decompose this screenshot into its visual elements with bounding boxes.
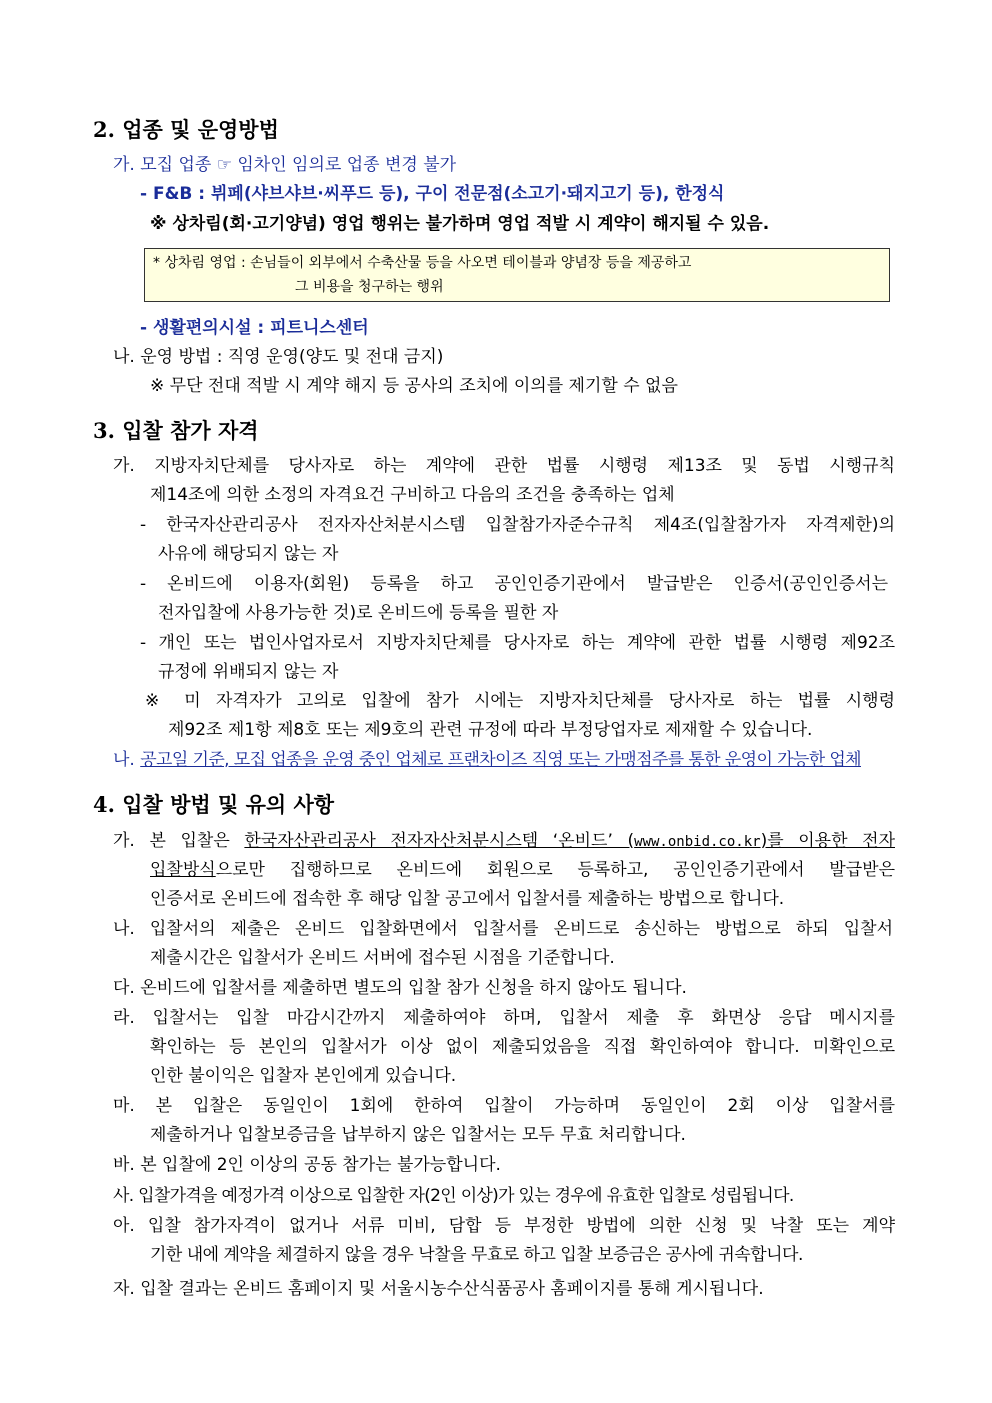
section4-ma-line1: 마. 본 입찰은 동일인이 1회에 한하여 입찰이 가능하며 동일인이 2회 이상 입찰서를 (113, 1096, 895, 1116)
section2-fnb: - F&B : 뷔페(샤브샤브·씨푸드 등), 구이 전문점(소고기·돼지고기 등), 한정식 (140, 184, 725, 204)
note-box-line2: 그 비용을 청구하는 행위 (295, 279, 444, 295)
section4-na-line1: 나. 입찰서의 제출은 온비드 입찰화면에서 입찰서를 온비드로 송신하는 방법으로 하되 입찰서 (113, 919, 893, 939)
section4-ga-line2-rest: 으로만 집행하므로 온비드에 회원으로 등록하고, 공인인증기관에서 발급받은 (215, 860, 895, 880)
section4-ba: 바. 본 입찰에 2인 이상의 공동 참가는 불가능합니다. (113, 1155, 501, 1175)
section4-ra-line2: 확인하는 등 본인의 입찰서가 이상 없이 제출되었음을 직접 확인하여야 합니다. 미확인으로 (150, 1037, 895, 1057)
section4-ga-line2 (150, 857, 895, 883)
section3-note-line2: 제92조 제1항 제8호 또는 제9호의 관련 규정에 따라 부정당업자로 제재할 수 있습니다. (168, 720, 813, 740)
section2-na: 나. 운영 방법 : 직영 운영(양도 및 전대 금지) (113, 347, 444, 367)
section4-aa-line2: 기한 내에 계약을 체결하지 않을 경우 낙찰을 무효로 하고 입찰 보증금은 공사에 귀속합니다. (150, 1245, 803, 1265)
section4-sa: 사. 입찰가격을 예정가격 이상으로 입찰한 자(2인 이상)가 있는 경우에 유효한 입찰로 성립됩니다. (113, 1186, 794, 1206)
section2-heading: 2. 업종 및 운영방법 (93, 117, 279, 142)
section3-na-text: 공고일 기준, 모집 업종을 운영 중인 업체로 프랜차이즈 직영 또는 가맹점주를 통한 운영이 가능한 업체 (140, 750, 861, 770)
section2-na-note: ※ 무단 전대 적발 시 계약 해지 등 공사의 조치에 이의를 제기할 수 없음 (150, 376, 678, 396)
onbid-system-name-end: )를 이용한 전자 (760, 831, 895, 851)
section2-warning: ※ 상차림(회·고기양념) 영업 행위는 불가하며 영업 적발 시 계약이 해지될 수 있음. (150, 214, 770, 234)
section3-heading: 3. 입찰 참가 자격 (93, 418, 259, 443)
section3-dash1-line1: - 한국자산관리공사 전자자산처분시스템 입찰참가자준수규칙 제4조(입찰참가자 자격제한)의 (140, 515, 895, 535)
section3-dash2-line2: 전자입찰에 사용가능한 것)로 온비드에 등록을 필한 자 (158, 603, 559, 623)
section4-ra-line3: 인한 불이익은 입찰자 본인에게 있습니다. (150, 1066, 457, 1086)
section4-ga-prefix: 가. 본 입찰은 (113, 831, 245, 851)
section3-na (113, 747, 861, 773)
onbid-url-link[interactable]: www.onbid.co.kr (634, 834, 761, 850)
section3-dash3-line1: - 개인 또는 법인사업자로서 지방자치단체를 당사자로 하는 계약에 관한 법률 시행령 제92조 (140, 633, 895, 653)
definition-note-box (144, 248, 890, 302)
section4-ga-line3: 인증서로 온비드에 접속한 후 해당 입찰 공고에서 입찰서를 제출하는 방법으로 합니다. (150, 889, 785, 909)
onbid-system-name: 한국자산관리공사 전자자산처분시스템 ‘온비드’ ( (244, 831, 635, 851)
section3-na-prefix: 나. (113, 750, 141, 770)
section4-ja: 자. 입찰 결과는 온비드 홈페이지 및 서울시농수산식품공사 홈페이지를 통해 게시됩니다. (113, 1279, 764, 1299)
section3-note-line1: ※ 미 자격자가 고의로 입찰에 참가 시에는 지방자치단체를 당사자로 하는 법률 시행령 (145, 691, 895, 711)
section3-ga-line2: 제14조에 의한 소정의 자격요건 구비하고 다음의 조건을 충족하는 업체 (150, 485, 675, 505)
section2-fitness: - 생활편의시설 : 피트니스센터 (140, 318, 369, 338)
note-box-line1: * 상차림 영업 : 손님들이 외부에서 수축산물 등을 사오면 테이블과 양념장 등을 제공하고 (153, 255, 692, 271)
section3-ga-line1: 가. 지방자치단체를 당사자로 하는 계약에 관한 법률 시행령 제13조 및 동법 시행규칙 (113, 456, 895, 476)
section4-ra-line1: 라. 입찰서는 입찰 마감시간까지 제출하여야 하며, 입찰서 제출 후 화면상 응답 메시지를 (113, 1008, 895, 1028)
section4-aa-line1: 아. 입찰 참가자격이 없거나 서류 미비, 담합 등 부정한 방법에 의한 신청 및 낙찰 또는 계약 (113, 1216, 895, 1236)
section3-dash3-line2: 규정에 위배되지 않는 자 (158, 662, 339, 682)
section4-da: 다. 온비드에 입찰서를 제출하면 별도의 입찰 참가 신청을 하지 않아도 됩니다. (113, 978, 687, 998)
section2-ga: 가. 모집 업종 ☞ 임차인 임의로 업종 변경 불가 (113, 155, 457, 175)
section3-dash2-line1: - 온비드에 이용자(회원) 등록을 하고 공인인증기관에서 발급받은 인증서(공인인증서는 (140, 574, 888, 594)
section4-heading: 4. 입찰 방법 및 유의 사항 (93, 792, 335, 817)
section3-dash1-line2: 사유에 해당되지 않는 자 (158, 544, 339, 564)
section4-ma-line2: 제출하거나 입찰보증금을 납부하지 않은 입찰서는 모두 무효 처리합니다. (150, 1125, 686, 1145)
electronic-bidding-method: 입찰방식 (150, 860, 216, 880)
section4-na-line2: 제출시간은 입찰서가 온비드 서버에 접수된 시점을 기준합니다. (150, 948, 615, 968)
section4-ga-line1 (113, 828, 895, 855)
